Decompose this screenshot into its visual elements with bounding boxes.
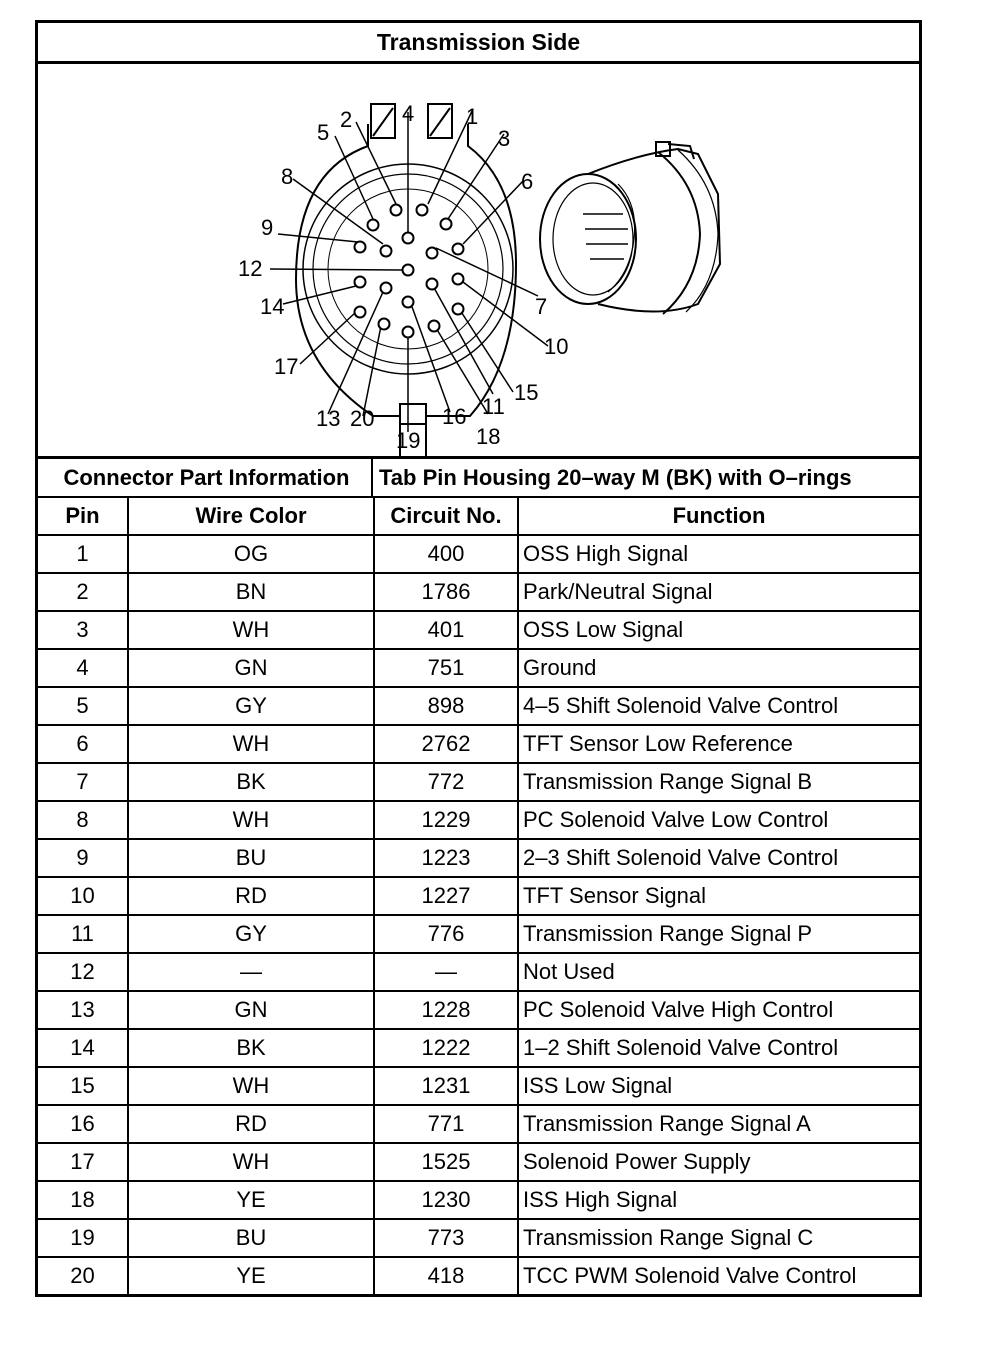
circuit-cell: 1223 [374, 839, 518, 877]
pin-cell: 5 [38, 687, 128, 725]
table-row [38, 1029, 919, 1067]
circuit-cell: 418 [374, 1257, 518, 1294]
pin-label-2: 2 [340, 107, 353, 132]
circuit-cell: — [374, 953, 518, 991]
pin-label-12: 12 [238, 256, 263, 281]
pin-cell: 20 [38, 1257, 128, 1294]
function-cell: OSS High Signal [518, 535, 919, 573]
wire-color-cell: OG [128, 535, 374, 573]
pin-cell: 12 [38, 953, 128, 991]
circuit-cell: 751 [374, 649, 518, 687]
connector-side-view [540, 142, 720, 314]
table-row [38, 1067, 919, 1105]
header-pin: Pin [38, 497, 128, 535]
pin-label-10: 10 [544, 334, 569, 359]
pin-label-9: 9 [261, 215, 274, 240]
connector-face-drawing [38, 64, 919, 456]
pin-label-7: 7 [535, 294, 548, 319]
pin-label-5: 5 [317, 120, 330, 145]
pin-label-16: 16 [442, 404, 467, 429]
circuit-cell: 771 [374, 1105, 518, 1143]
table-row [38, 687, 919, 725]
connector-info-value: Tab Pin Housing 20–way M (BK) with O–rings [372, 459, 919, 496]
pin-cell: 3 [38, 611, 128, 649]
wire-color-cell: BN [128, 573, 374, 611]
pin-cell: 14 [38, 1029, 128, 1067]
circuit-cell: 1228 [374, 991, 518, 1029]
pin-label-1: 1 [466, 104, 479, 129]
wire-color-cell: BU [128, 839, 374, 877]
wire-color-cell: YE [128, 1257, 374, 1294]
table-row [38, 1257, 919, 1294]
function-cell: Not Used [518, 953, 919, 991]
wire-color-cell: WH [128, 1067, 374, 1105]
pin-label-3: 3 [498, 126, 511, 151]
pinout-table [38, 496, 919, 1294]
pin-label-17: 17 [274, 354, 299, 379]
wire-color-cell: WH [128, 801, 374, 839]
function-cell: 1–2 Shift Solenoid Valve Control [518, 1029, 919, 1067]
table-row [38, 611, 919, 649]
pin-label-13: 13 [316, 406, 341, 431]
table-row [38, 649, 919, 687]
function-cell: PC Solenoid Valve High Control [518, 991, 919, 1029]
function-cell: OSS Low Signal [518, 611, 919, 649]
connector-info-table [38, 459, 919, 496]
header-circuit: Circuit No. [374, 497, 518, 535]
table-row [38, 763, 919, 801]
wire-color-cell: BU [128, 1219, 374, 1257]
circuit-cell: 400 [374, 535, 518, 573]
circuit-cell: 773 [374, 1219, 518, 1257]
function-cell: ISS High Signal [518, 1181, 919, 1219]
table-row [38, 1181, 919, 1219]
pin-cell: 19 [38, 1219, 128, 1257]
sheet-title: Transmission Side [38, 23, 919, 64]
wire-color-cell: WH [128, 1143, 374, 1181]
pin-cell: 13 [38, 991, 128, 1029]
pin-cell: 16 [38, 1105, 128, 1143]
circuit-cell: 772 [374, 763, 518, 801]
pinout-header-row [38, 497, 919, 535]
pin-cell: 7 [38, 763, 128, 801]
pin-cell: 18 [38, 1181, 128, 1219]
circuit-cell: 1786 [374, 573, 518, 611]
pin-label-19: 19 [396, 428, 421, 453]
header-function: Function [518, 497, 919, 535]
header-wire-color: Wire Color [128, 497, 374, 535]
table-row [38, 725, 919, 763]
pin-number-labels [238, 101, 568, 453]
function-cell: ISS Low Signal [518, 1067, 919, 1105]
wire-color-cell: GN [128, 991, 374, 1029]
connector-diagram [38, 64, 919, 459]
pin-cell: 6 [38, 725, 128, 763]
table-row [38, 915, 919, 953]
table-row [38, 839, 919, 877]
table-row [38, 1219, 919, 1257]
circuit-cell: 1230 [374, 1181, 518, 1219]
table-row [38, 573, 919, 611]
table-row [38, 953, 919, 991]
pin-cell: 4 [38, 649, 128, 687]
circuit-cell: 898 [374, 687, 518, 725]
table-row [38, 1105, 919, 1143]
function-cell: Transmission Range Signal B [518, 763, 919, 801]
connector-info-row [38, 459, 919, 496]
function-cell: 4–5 Shift Solenoid Valve Control [518, 687, 919, 725]
connector-sheet [35, 20, 922, 1297]
connector-info-label: Connector Part Information [38, 459, 372, 496]
circuit-cell: 776 [374, 915, 518, 953]
circuit-cell: 1227 [374, 877, 518, 915]
pin-label-11: 11 [482, 394, 505, 419]
pin-label-15: 15 [514, 380, 539, 405]
pin-cell: 8 [38, 801, 128, 839]
pin-cell: 11 [38, 915, 128, 953]
pin-cell: 17 [38, 1143, 128, 1181]
table-row [38, 877, 919, 915]
function-cell: PC Solenoid Valve Low Control [518, 801, 919, 839]
wire-color-cell: YE [128, 1181, 374, 1219]
pin-label-18: 18 [476, 424, 501, 449]
function-cell: Transmission Range Signal P [518, 915, 919, 953]
table-row [38, 991, 919, 1029]
circuit-cell: 2762 [374, 725, 518, 763]
function-cell: Park/Neutral Signal [518, 573, 919, 611]
pin-cell: 1 [38, 535, 128, 573]
wire-color-cell: WH [128, 725, 374, 763]
bottom-key [400, 404, 426, 424]
function-cell: Ground [518, 649, 919, 687]
function-cell: TFT Sensor Low Reference [518, 725, 919, 763]
pin-cell: 9 [38, 839, 128, 877]
pin-cell: 2 [38, 573, 128, 611]
table-row [38, 1143, 919, 1181]
table-row [38, 801, 919, 839]
function-cell: Transmission Range Signal A [518, 1105, 919, 1143]
wire-color-cell: BK [128, 763, 374, 801]
wire-color-cell: — [128, 953, 374, 991]
wire-color-cell: GY [128, 915, 374, 953]
function-cell: TFT Sensor Signal [518, 877, 919, 915]
circuit-cell: 1222 [374, 1029, 518, 1067]
function-cell: TCC PWM Solenoid Valve Control [518, 1257, 919, 1294]
wire-color-cell: RD [128, 1105, 374, 1143]
table-row [38, 535, 919, 573]
function-cell: Solenoid Power Supply [518, 1143, 919, 1181]
pinout-rows [38, 535, 919, 1294]
pin-cell: 15 [38, 1067, 128, 1105]
circuit-cell: 1525 [374, 1143, 518, 1181]
wire-color-cell: BK [128, 1029, 374, 1067]
pin-cell: 10 [38, 877, 128, 915]
pin-label-14: 14 [260, 294, 285, 319]
wire-color-cell: GN [128, 649, 374, 687]
pin-label-6: 6 [521, 169, 534, 194]
circuit-cell: 1229 [374, 801, 518, 839]
function-cell: 2–3 Shift Solenoid Valve Control [518, 839, 919, 877]
pin-label-20: 20 [350, 406, 375, 431]
wire-color-cell: GY [128, 687, 374, 725]
pin-label-4: 4 [402, 101, 415, 126]
circuit-cell: 401 [374, 611, 518, 649]
wire-color-cell: WH [128, 611, 374, 649]
pin-label-8: 8 [281, 164, 294, 189]
circuit-cell: 1231 [374, 1067, 518, 1105]
wire-color-cell: RD [128, 877, 374, 915]
function-cell: Transmission Range Signal C [518, 1219, 919, 1257]
